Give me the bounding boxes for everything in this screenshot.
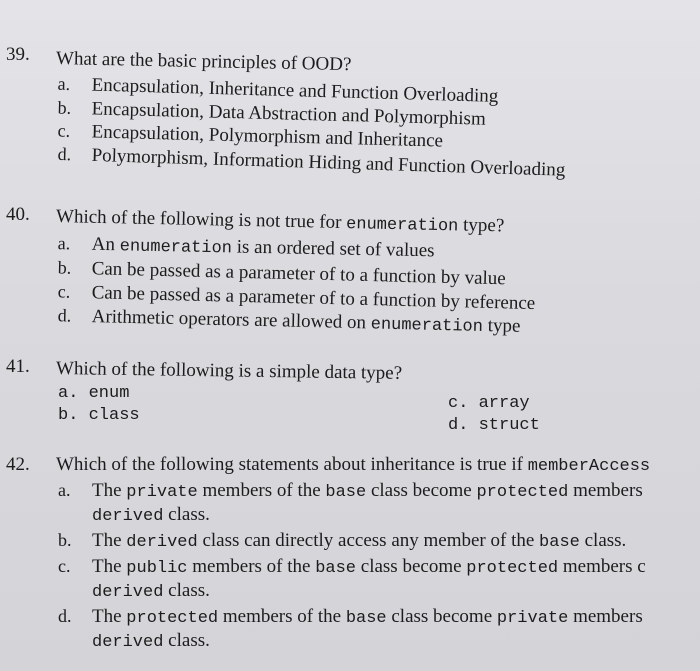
option-d: d. struct xyxy=(448,416,540,435)
question-number: 39. xyxy=(6,44,30,65)
option-c: c. array xyxy=(448,394,530,413)
option-a-continued: derived class. xyxy=(92,504,210,526)
option-b: b. class xyxy=(58,406,140,425)
question-number: 41. xyxy=(6,356,30,377)
question-number: 42. xyxy=(6,454,30,475)
exam-page: 39. What are the basic principles of OOD? a. Encapsulation, Inheritance and Function Overloading b. Encapsulation, Data Abstraction and Polymorphism c. Encapsulation, Polymorphism and Inheritance d. Polymorphism, Information Hiding and Function Overloading 40. Which of the following is not true for enumeration type? a. An enumeration is an ordered set of values b. Can be passed as a parameter of to a function by value c. Can be passed as a parameter of to a function by reference d. Arithmetic operators are allowed on enumeration type 41. Which of the following is a simple data type? a. enum b. class c. array d. struct 42. Which of the following statements about inheritance is true if memberAccess a. The private members of the base class become protected members derived class. b. The derived class can directly access any member of the base class. c. The public members of the base class become protected members c derived class. d. The protected members of the base class become private members derived class. xyxy=(0,0,700,671)
question-stem: Which of the following is not true for enumeration type? xyxy=(55,206,505,237)
option-c-continued: derived class. xyxy=(92,580,210,602)
option-b: b. Can be passed as a parameter of to a function by value xyxy=(57,257,507,290)
question-number: 40. xyxy=(6,204,30,225)
option-d: d. Arithmetic operators are allowed on enumeration type xyxy=(57,305,521,337)
question-stem: Which of the following is a simple data type? xyxy=(55,358,403,384)
option-b: b. Encapsulation, Data Abstraction and Polymorphism xyxy=(57,97,487,130)
option-d-continued: derived class. xyxy=(92,630,210,652)
option-d: d. Polymorphism, Information Hiding and Function Overloading xyxy=(57,143,566,181)
option-c: c. Encapsulation, Polymorphism and Inheritance xyxy=(57,120,444,152)
option-a: a. An enumeration is an ordered set of values xyxy=(57,233,435,262)
question-stem: Which of the following statements about inheritance is true if memberAccess xyxy=(56,454,651,476)
option-a: a. Encapsulation, Inheritance and Function Overloading xyxy=(57,73,499,107)
option-c: c. Can be passed as a parameter of to a function by reference xyxy=(57,281,536,315)
question-stem: What are the basic principles of OOD? xyxy=(55,48,352,76)
option-a: a. enum xyxy=(58,384,130,403)
